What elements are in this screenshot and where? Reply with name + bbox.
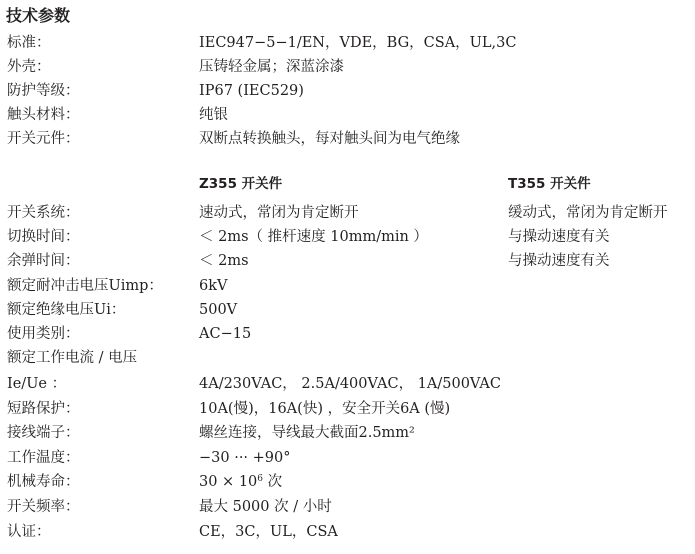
spec-label: 防护等级： <box>7 83 80 99</box>
spec-label: 开关频率： <box>7 499 80 515</box>
spec-label: 机械寿命： <box>7 474 80 490</box>
spec-row-housing <box>0 55 695 79</box>
spec-row-ie-ue <box>0 372 695 396</box>
spec-value-z355: 最大 5000 次 / 小时 <box>199 499 332 515</box>
section-title: 技术参数 <box>6 6 71 25</box>
mechanical-life-exponent: 6 <box>257 474 264 484</box>
spec-value-t355: 与操动速度有关 <box>508 229 610 245</box>
column-header-z355: Z355 开关件 <box>199 176 283 192</box>
spec-label: 开关元件： <box>7 131 80 147</box>
spec-label: Ie/Ue ： <box>7 376 67 392</box>
spec-value-z355: 螺丝连接，导线最大截面2.5mm² <box>199 425 415 441</box>
spec-label: 标准： <box>7 35 51 51</box>
spec-row-certification <box>0 520 695 544</box>
spec-label: 额定工作电流 / 电压 <box>7 350 138 366</box>
spec-row-operating-temperature <box>0 446 695 470</box>
spec-row-short-circuit <box>0 397 695 421</box>
spec-label: 使用类别： <box>7 326 80 342</box>
spec-label: 额定绝缘电压Ui： <box>7 302 126 318</box>
spec-value-z355: 500V <box>199 302 238 318</box>
spec-value-t355: 与操动速度有关 <box>508 253 610 269</box>
spec-row-utilization-category <box>0 322 695 346</box>
spec-value-z355: 6kV <box>199 278 228 294</box>
spec-label: 切换时间： <box>7 229 80 245</box>
spec-value-z355: ＜ 2ms（ 推杆速度 10mm/min ） <box>199 229 428 245</box>
spec-value: 压铸轻金属；深蓝涂漆 <box>199 59 344 75</box>
spec-value: IP67 (IEC529) <box>199 83 304 99</box>
spec-value-z355: −30 ··· +90° <box>199 450 291 466</box>
spec-value-z355 <box>199 470 282 494</box>
spec-row-rated-current-heading <box>0 346 695 370</box>
spec-row-switching-frequency <box>0 495 695 519</box>
spec-row-terminals <box>0 421 695 445</box>
mechanical-life-base: 30 × 10 <box>199 474 258 490</box>
spec-row-bounce-time <box>0 249 695 273</box>
spec-value-z355: CE，3C，UL，CSA <box>199 524 338 540</box>
spec-label: 接线端子： <box>7 425 80 441</box>
spec-label: 触头材料： <box>7 107 80 123</box>
spec-label: 短路保护： <box>7 401 80 417</box>
spec-value-t355: 缓动式，常闭为肯定断开 <box>508 205 668 221</box>
spec-label: 外壳： <box>7 59 51 75</box>
spec-value-z355: 10A(慢)，16A(快) ，安全开关6A (慢) <box>199 401 451 417</box>
spec-value-z355: 4A/230VAC， 2.5A/400VAC， 1A/500VAC <box>199 376 501 392</box>
spec-value: 双断点转换触头，每对触头间为电气绝缘 <box>199 131 460 147</box>
spec-label: 工作温度： <box>7 450 80 466</box>
spec-row-switch-system <box>0 201 695 225</box>
mechanical-life-unit: 次 <box>263 474 283 490</box>
spec-label: 认证： <box>7 524 51 540</box>
spec-value: IEC947−5−1/EN，VDE，BG，CSA，UL,3C <box>199 35 517 51</box>
spec-value-z355: ＜ 2ms <box>199 253 249 269</box>
spec-label: 额定耐冲击电压Uimp： <box>7 278 163 294</box>
spec-row-standard <box>0 31 695 55</box>
spec-row-contact-material <box>0 103 695 127</box>
spec-row-insulation-voltage <box>0 298 695 322</box>
spec-row-protection <box>0 79 695 103</box>
spec-row-switching-time <box>0 225 695 249</box>
spec-value-z355: 速动式，常闭为肯定断开 <box>199 205 359 221</box>
column-header-t355: T355 开关件 <box>508 176 591 192</box>
spec-row-switch-element <box>0 127 695 151</box>
spec-row-impulse-voltage <box>0 274 695 298</box>
spec-value: 纯银 <box>199 107 228 123</box>
spec-label: 开关系统： <box>7 205 80 221</box>
spec-row-mechanical-life <box>0 470 695 494</box>
spec-value-z355: AC−15 <box>199 326 252 342</box>
spec-label: 余弹时间： <box>7 253 80 269</box>
